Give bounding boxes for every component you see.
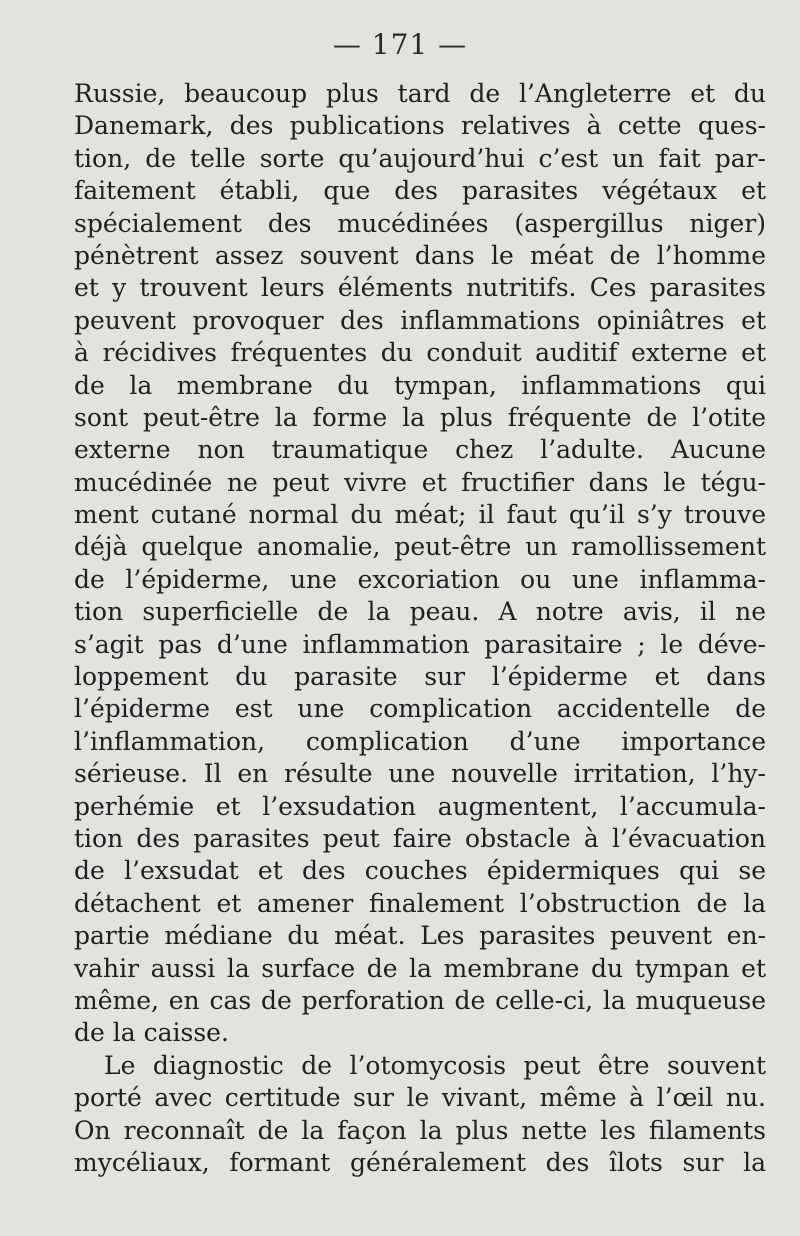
text-line: détachent et amener finalement l’obstruction de la <box>74 888 766 918</box>
text-line: perhémie et l’exsudation augmentent, l’accumula- <box>74 791 766 821</box>
text-line: sont peut-être la forme la plus fréquente de l’otite <box>74 402 766 432</box>
text-line: partie médiane du méat. Les parasites peuvent en- <box>74 921 766 951</box>
text-line: vahir aussi la surface de la membrane du tympan et <box>74 953 766 983</box>
text-line: et y trouvent leurs éléments nutritifs. Ces parasites <box>74 273 766 303</box>
page-number: — 171 — <box>332 28 468 61</box>
body-text <box>74 78 766 1179</box>
text-line: Russie, beaucoup plus tard de l’Angleterre et du <box>74 79 766 108</box>
paragraph-first-line: Le diagnostic de l’otomycosis peut être souvent <box>104 1050 766 1080</box>
text-line: mycéliaux, formant généralement des îlots sur la <box>74 1147 766 1177</box>
text-line: tion superficielle de la peau. A notre avis, il ne <box>74 597 766 627</box>
text-line: loppement du parasite sur l’épiderme et dans <box>74 662 766 692</box>
text-line: de l’exsudat et des couches épidermiques qui se <box>74 856 766 886</box>
text-line: l’inflammation, complication d’une importance <box>74 726 766 756</box>
text-line: de l’épiderme, une excoriation ou une inflamma- <box>74 564 766 594</box>
text-line: même, en cas de perforation de celle-ci, la muqueuse <box>74 985 766 1015</box>
text-line: spécialement des mucédinées (aspergillus niger) <box>74 208 766 238</box>
text-line: s’agit pas d’une inflammation parasitaire ; le déve- <box>74 629 766 659</box>
text-line: à récidives fréquentes du conduit auditif externe et <box>74 338 766 368</box>
text-line: ment cutané normal du méat; il faut qu’il s’y trouve <box>74 500 766 530</box>
text-line: déjà quelque anomalie, peut-être un ramollissement <box>74 532 766 562</box>
text-line: pénètrent assez souvent dans le méat de l’homme <box>74 240 766 270</box>
text-line: externe non traumatique chez l’adulte. Aucune <box>74 435 766 465</box>
text-line: mucédinée ne peut vivre et fructifier dans le tégu- <box>74 467 766 497</box>
text-line: de la membrane du tympan, inflammations qui <box>74 370 766 400</box>
text-line: l’épiderme est une complication accidentelle de <box>74 694 766 724</box>
text-line: de la caisse. <box>74 1018 229 1048</box>
text-line: sérieuse. Il en résulte une nouvelle irritation, l’hy- <box>74 759 766 789</box>
text-line: faitement établi, que des parasites végétaux et <box>74 176 766 206</box>
text-line: On reconnaît de la façon la plus nette les filaments <box>74 1115 766 1145</box>
text-line: porté avec certitude sur le vivant, même à l’œil nu. <box>74 1083 766 1113</box>
text-line: tion, de telle sorte qu’aujourd’hui c’est un fait par- <box>74 143 766 173</box>
text-line: Danemark, des publications relatives à cette ques- <box>74 111 766 141</box>
text-line: tion des parasites peut faire obstacle à l’évacuation <box>74 823 766 853</box>
text-line: peuvent provoquer des inflammations opiniâtres et <box>74 305 766 335</box>
